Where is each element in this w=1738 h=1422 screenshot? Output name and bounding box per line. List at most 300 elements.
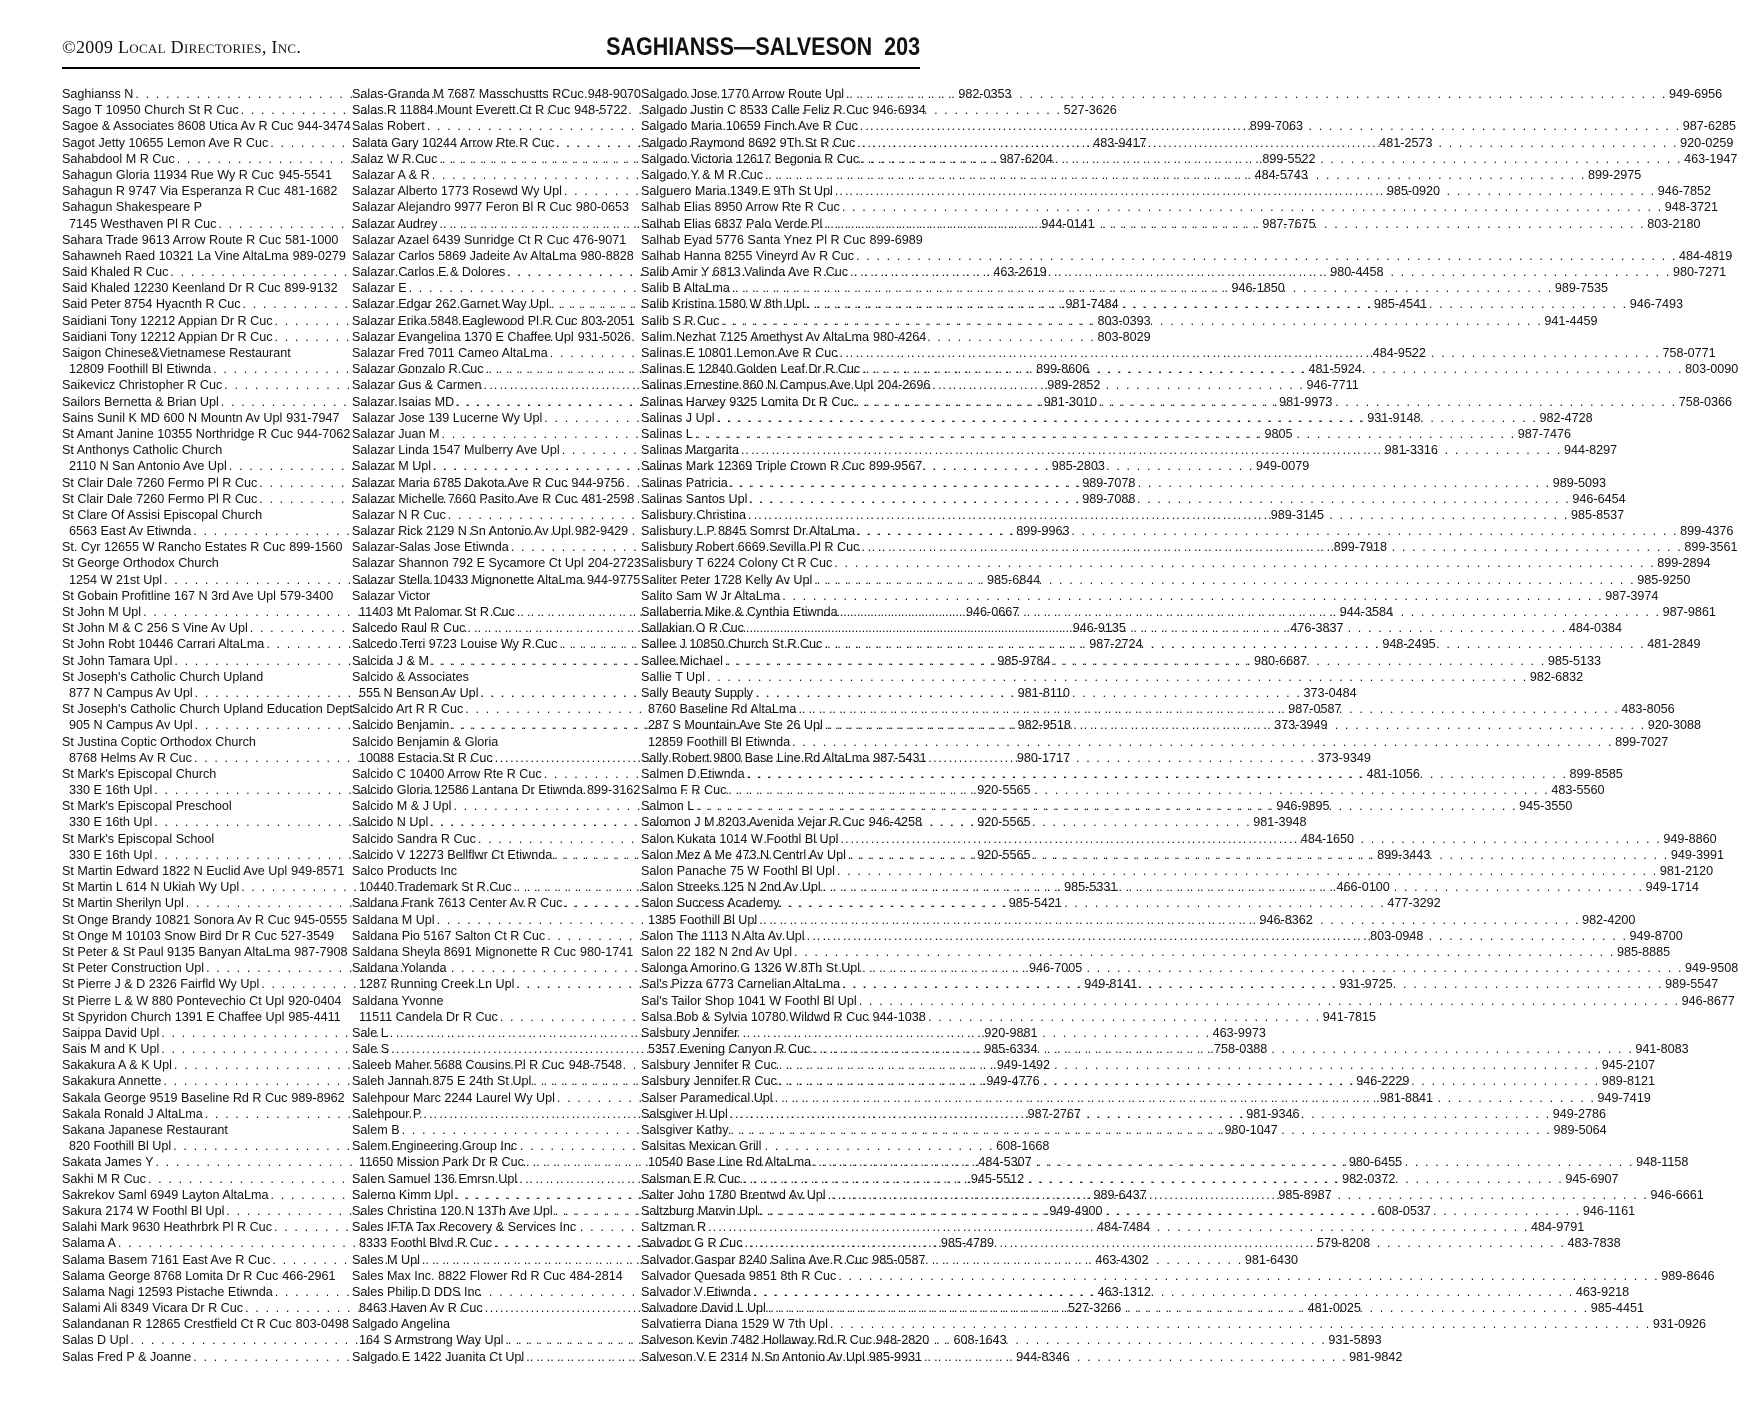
listing-phone: 946-7493 [1629, 297, 1683, 312]
listing-name: Salem Engineering Group Inc [352, 1139, 518, 1154]
dot-leader [812, 1041, 1633, 1057]
listing-name: Sakhi M R Cuc [62, 1171, 146, 1186]
listing-name: Salgado Jose 1770 Arrow Route Upl [641, 87, 845, 101]
listing-name: Sahagun R 9747 Via Esperanza R Cuc [62, 184, 281, 199]
listing-name: Salsbury Jennifer R Cuc [641, 1058, 777, 1073]
listing-name: Sahawneh Raed 10321 La Vine AltaLma [62, 248, 289, 263]
listing-name: Salon Mez A Me 473 N Centrl Av Upl [641, 847, 846, 862]
listing-entry [641, 1252, 926, 1268]
listing-name: Salcido Gloria 12586 Lantana Dr Etiwnda [352, 783, 584, 798]
listing-name: Saldana Frank 7613 Center Av R Cuc [352, 896, 563, 911]
listing-phone: 373-0484 [1303, 685, 1357, 700]
listing-phone: 987-2724 [1089, 637, 1143, 652]
listing-heading [62, 766, 332, 782]
listing-phone: 946-9895 [1276, 799, 1330, 814]
listing-phone: 987-5431 [873, 750, 927, 765]
dot-leader [759, 912, 1580, 928]
listing-name: 2110 N San Antonio Ave Upl [69, 459, 227, 474]
dot-leader [276, 167, 277, 183]
listing-phone: 931-9725 [1339, 977, 1393, 992]
listing-name: Salazar Edgar 262 Garnet Way Upl [352, 297, 549, 312]
listing-phone: 989-8962 [291, 1090, 345, 1105]
listing-heading [352, 863, 622, 879]
listing-name: Salmen D Etiwnda [641, 766, 745, 781]
listing-phone: 989-8121 [1601, 1074, 1655, 1089]
listing-heading [62, 831, 332, 847]
listing-phone: 985-4411 [288, 1009, 341, 1024]
listing-name: Salveson Kevin 7482 Hollaway Rd R Cuc [641, 1333, 873, 1348]
listing-name: St Pierre L & W 880 Pontevechio Ct Upl [62, 993, 285, 1008]
listing-name: St Amant Janine 10355 Northridge R Cuc [62, 426, 294, 441]
listing-entry [641, 329, 927, 345]
listing-heading [62, 798, 332, 814]
listing-phone: 899-3443 [1377, 847, 1431, 862]
dot-leader [775, 1090, 1596, 1106]
listing-name: Saleeb Maher 5688 Cousins Pl R Cuc [352, 1058, 565, 1073]
dot-leader [708, 1219, 1529, 1235]
listing-name: Sahara Trade 9613 Arrow Route R Cuc [62, 232, 282, 247]
dot-leader [824, 636, 1645, 652]
listing-name: Salsa Bob & Sylvia 10780 Wildwd R Cuc [641, 1009, 869, 1024]
listing-phone: 987-3974 [1605, 588, 1659, 603]
listing-phone: 980-1741 [580, 944, 634, 959]
listing-name: 330 E 16th Upl [69, 847, 153, 862]
listing-phone: 476-9071 [573, 232, 627, 247]
listing-phone: 981-8110 [1017, 685, 1070, 700]
listing-entry [641, 863, 1714, 879]
listing-phone: 484-1650 [1300, 831, 1355, 846]
listing-phone: 481-2849 [1647, 637, 1701, 652]
listing-phone: 899-7027 [1615, 734, 1669, 749]
dot-leader [760, 1203, 1581, 1219]
dot-leader [566, 1057, 567, 1073]
listing-name: Sal's Tailor Shop 1041 W Foothl Bl Upl [641, 993, 857, 1008]
listing-phone: 949-1492 [996, 1058, 1051, 1073]
listing-name: Salazar Isaias MD [352, 394, 455, 409]
listing-phone: 985-8885 [1616, 944, 1671, 959]
listing-entry [62, 183, 338, 199]
listing-phone: 527-3626 [1063, 103, 1117, 118]
listing-name: Salerno Kimm Upl [352, 1187, 454, 1202]
listing-name: Salib Kristina 1580 W 8th Upl [641, 297, 805, 312]
listing-name: St Onge Brandy 10821 Sonora Av R Cuc [62, 912, 290, 927]
listing-name: Sally Beauty Supply [641, 685, 754, 700]
listing-phone: 899-2975 [1587, 167, 1642, 182]
listing-phone: 946-9135 [1072, 621, 1126, 636]
dot-leader [840, 604, 1661, 620]
listing-entry [62, 232, 339, 248]
listing-name: Salehpour Marc 2244 Laurel Wy Upl [352, 1090, 555, 1105]
dot-leader [798, 701, 1619, 717]
listing-entry [641, 993, 1735, 1009]
listing-name: 11650 Mission Park Dr R Cuc [359, 1155, 524, 1170]
listing-entry [352, 475, 625, 491]
listing-phone: 980-6687 [1253, 653, 1308, 668]
listing-phone: 899-8606 [1036, 362, 1090, 377]
listing-name: Salazar Michelle 7660 Pasito Ave R Cuc [352, 491, 578, 506]
listing-name: Sales Christina 120 N 13Th Ave Upl [352, 1203, 553, 1218]
listing-name: Sakakura A & K Upl [62, 1058, 172, 1073]
listing-name: Sains Sunil K MD 600 N Mountn Av Upl [62, 410, 283, 425]
listing-name: Salsbury Jennifer [641, 1025, 739, 1040]
listing-name: Salcedo Raul R Cuc [352, 621, 466, 636]
listing-name: 287 S Mountain Ave Ste 26 Upl [648, 718, 823, 733]
listing-phone: 985-6334 [984, 1042, 1038, 1057]
listing-phone: 948-1158 [1636, 1155, 1689, 1170]
listing-phone: 949-6956 [1668, 87, 1723, 101]
listing-phone: 899-3162 [587, 783, 641, 798]
dot-leader [856, 394, 1677, 410]
listing-name: Salcido Benjamin [352, 718, 450, 733]
listing-phone: 949-8141 [1084, 977, 1138, 992]
listing-phone: 982-9429 [574, 524, 629, 539]
dot-leader [830, 1316, 1651, 1332]
listing-name: Saltzburg Marvin Upl [641, 1203, 758, 1218]
listing-phone: 981-9973 [1279, 394, 1333, 409]
listing-phone: 944-8297 [1563, 443, 1618, 458]
listing-phone: 946-0667 [966, 605, 1020, 619]
listing-phone: 989-5064 [1553, 1123, 1607, 1137]
listing-phone: 985-9250 [1637, 572, 1691, 587]
listing-heading [352, 734, 622, 750]
dot-leader [848, 847, 1669, 863]
listing-phone: 945-0555 [294, 912, 348, 927]
listing-entry [352, 491, 635, 507]
listing-name: 11403 Mt Palomar St R Cuc [359, 605, 515, 619]
listing-phone: 989-8646 [1661, 1268, 1715, 1283]
listing-name: Sal's Pizza 6773 Carnelian AltaLma [641, 977, 841, 992]
listing-phone: 946-6934 [872, 103, 926, 118]
listing-name: St Clare Of Assisi Episcopal Church [62, 507, 263, 522]
listing-phone: 948-2495 [1382, 637, 1436, 652]
listing-name: 555 N Benson Av Upl [359, 685, 479, 700]
listing-name: Salazar A & R [352, 167, 430, 182]
listing-name: Salter John 1780 Brentwd Av Upl [641, 1187, 826, 1202]
listing-name: Saikevicz Christopher R Cuc [62, 378, 223, 393]
listing-name: Salas R 11884 Mount Everett Ct R Cuc [352, 103, 571, 118]
listing-name: St Clair Dale 7260 Fermo Pl R Cuc [62, 475, 258, 490]
listing-entry [62, 944, 348, 960]
listing-heading [641, 1138, 921, 1154]
listing-entry [352, 572, 641, 588]
dot-leader [814, 572, 1635, 588]
listing-entry [641, 102, 926, 118]
listing-phone: 803-0393 [1097, 313, 1151, 328]
listing-name: Salazar Juan M [352, 426, 440, 441]
dot-leader [842, 976, 1663, 992]
listing-phone: 985-2803 [1051, 459, 1105, 474]
listing-phone: 985-4451 [1590, 1301, 1645, 1316]
dot-leader [792, 734, 1613, 750]
listing-name: Salcido Benjamin & Gloria [352, 734, 499, 749]
listing-name: St Mark's Episcopal School [62, 831, 215, 846]
listing-name: Salomon J M 8203 Avenida Vejar R Cuc [641, 815, 865, 830]
listing-phone: 985-5331 [1064, 880, 1118, 895]
listing-phone: 948-3721 [1664, 200, 1718, 215]
listing-name: Salon The 1113 N Alta Av Upl [641, 928, 805, 943]
listing-heading [62, 701, 353, 717]
listing-phone: 944-9756 [571, 475, 625, 490]
dot-leader [861, 539, 1682, 555]
listing-phone: 989-7535 [1554, 281, 1609, 296]
listing-heading [62, 555, 332, 571]
listing-name: Salvadore David L Upl [641, 1301, 766, 1316]
listing-phone: 980-0653 [575, 200, 630, 215]
listing-name: Saldana Yvonne [352, 993, 444, 1008]
page-number: 203 [884, 33, 920, 61]
listing-name: Salcido Sandra R Cuc [352, 831, 476, 846]
listing-name: Sallaberria Mike & Cynthia Etiwnda [641, 605, 838, 619]
listing-name: Sahabdool M R Cuc [62, 151, 175, 166]
listing-name: Sagot Jetty 10655 Lemon Ave R Cuc [62, 135, 269, 150]
listing-phone: 987-7476 [1517, 426, 1571, 441]
listing-name: Salazar Linda 1547 Mulberry Ave Upl [352, 443, 560, 458]
listing-phone: 483-8056 [1621, 702, 1675, 717]
listing-phone: 920-3088 [1647, 718, 1701, 733]
listing-phone: 945-2107 [1601, 1058, 1655, 1073]
listing-phone: 484-9791 [1531, 1220, 1585, 1235]
listing-phone: 608-1643 [953, 1333, 1007, 1348]
listing-name: St Onge M 10103 Snow Bird Dr R Cuc [62, 928, 277, 943]
listing-phone: 466-0100 [1336, 880, 1390, 895]
listing-phone: 945-6907 [1565, 1171, 1619, 1186]
listing-phone: 985-4789 [940, 1236, 995, 1251]
listing-phone: 608-0537 [1377, 1203, 1431, 1218]
listing-name: Sakala Ronald J AltaLma [62, 1106, 203, 1121]
listing-name: 7145 Westhaven Pl R Cuc [69, 216, 217, 231]
listing-phone: 987-6204 [999, 151, 1053, 166]
listing-entry [62, 410, 340, 426]
listing-entry [62, 248, 346, 264]
listing-name: Salcedo Terri 9723 Louise Wy R Cuc [352, 637, 558, 652]
listing-name: Said Khaled R Cuc [62, 265, 169, 280]
listing-heading [352, 993, 622, 1009]
dot-leader [862, 361, 1683, 377]
listing-heading [62, 345, 332, 361]
listing-name: Salvador G R Cuc [641, 1236, 743, 1251]
listing-phone: 989-7088 [1082, 491, 1136, 506]
name-range: SAGHIANSS—SALVESON [606, 33, 873, 61]
listing-name: St. Cyr 12655 W Rancho Estates R Cuc [62, 540, 286, 555]
listing-phone: 899-9567 [868, 459, 923, 474]
listing-name: Salinas Ernestine 860 N Campus Ave Upl [641, 378, 874, 393]
listing-phone: 920-0404 [288, 993, 342, 1008]
listing-phone: 484-0384 [1568, 621, 1623, 636]
listing-phone: 803-2180 [1647, 216, 1701, 231]
listing-heading [352, 1138, 622, 1154]
listing-entry [352, 782, 641, 798]
listing-name: Salazar Rick 2129 N Sn Antonio Av Upl [352, 524, 571, 539]
listing-name: Salazar Carlos 5869 Jadeite Av AltaLma [352, 248, 577, 263]
listing-phone: 982-4200 [1582, 912, 1636, 927]
dot-leader [782, 588, 1603, 604]
listing-entry [352, 232, 627, 248]
listing-name: St Mark's Episcopal Church [62, 766, 217, 781]
listing-heading [641, 895, 921, 911]
dot-leader [794, 944, 1615, 960]
listing-phone: 987-0587 [1288, 702, 1342, 717]
listing-phone: 981-3010 [1043, 394, 1097, 409]
listing-entry [352, 1057, 622, 1073]
listing-name: Sales Max Inc. 8822 Flower Rd R Cuc [352, 1268, 566, 1283]
listing-entry [62, 426, 351, 442]
dot-leader [807, 296, 1628, 312]
listing-heading [62, 507, 332, 523]
listing-entry [62, 863, 345, 879]
dot-leader [813, 1154, 1634, 1170]
listing-name: Salcido & Associates [352, 669, 469, 684]
listing-name: Salinas Santos Upl [641, 491, 748, 506]
listing-entry [352, 944, 634, 960]
listing-phone: 899-2894 [1657, 556, 1711, 571]
listing-name: Salinas Margarita [641, 443, 739, 458]
dot-leader [823, 879, 1644, 895]
dot-leader [838, 1268, 1659, 1284]
listing-name: Salaz W R Cuc [352, 151, 438, 166]
listing-phone: 803-8029 [1097, 329, 1151, 344]
listing-phone: 982-0372 [1342, 1171, 1396, 1186]
listing-phone: 481-0025 [1307, 1301, 1361, 1316]
listing-phone: 949-7419 [1597, 1090, 1651, 1105]
listing-phone: 527-3266 [1068, 1301, 1122, 1316]
listing-heading [352, 1316, 622, 1332]
listing-phone: 989-6437 [1093, 1187, 1147, 1202]
listing-phone: 985-8537 [1570, 507, 1625, 522]
listing-phone: 946-7005 [1029, 961, 1083, 976]
listing-name: Salon Panache 75 W Foothl Bl Upl [641, 864, 835, 878]
dot-leader [846, 86, 1667, 102]
listing-phone: 948-2820 [876, 1333, 930, 1348]
listing-heading [352, 588, 622, 604]
listing-entry [352, 523, 629, 539]
listing-name: Sales IFTA Tax Recovery & Services Inc [352, 1220, 577, 1235]
listing-name: Salim Nezhat 7125 Amethyst Av AltaLma [641, 329, 869, 344]
listing-name: Sagoe & Associates 8608 Utica Av R Cuc [62, 119, 294, 134]
listing-phone: 981-9842 [1349, 1349, 1403, 1364]
dot-leader [779, 1073, 1600, 1089]
listing-phone: 931-5026 [577, 329, 631, 344]
listing-phone: 373-3949 [1274, 718, 1328, 733]
listing-entry [62, 280, 338, 296]
listing-phone: 484-5743 [1254, 167, 1308, 182]
listing-phone: 949-9508 [1685, 961, 1738, 976]
dot-leader [753, 1284, 1574, 1300]
listing-name: Sailors Bernetta & Brian Upl [62, 394, 219, 409]
listing-name: St Spyridon Church 1391 E Chaffee Upl [62, 1009, 285, 1024]
listing-phone: 920-5565 [977, 815, 1031, 830]
listing-phone: 920-9881 [984, 1025, 1038, 1040]
listing-name: Salazar Azael 6439 Sunridge Ct R Cuc [352, 232, 570, 247]
dot-leader [747, 766, 1568, 782]
listing-phone: 985-4541 [1373, 297, 1428, 312]
listing-phone: 945-5541 [278, 167, 332, 182]
listing-phone: 981-8841 [1379, 1090, 1434, 1105]
listing-name: Saldana Pio 5167 Salton Ct R Cuc [352, 928, 546, 943]
dot-leader [748, 507, 1569, 523]
listing-name: Saleh Jannah 875 E 24th St Upl [352, 1074, 532, 1089]
listing-name: Salisbury L P 8845 Somrst Dr AltaLma [641, 524, 856, 539]
listing-phone: 981-7484 [1065, 297, 1119, 312]
listing-phone: 982-6832 [1529, 669, 1584, 684]
listing-name: Salhab Elias 6837 Palo Verde Pl [641, 216, 823, 231]
listing-name: Salisbury T 6224 Colony Ct R Cuc [641, 556, 833, 571]
listing-name: Salonga Amorino G 1326 W 8Th St Upl [641, 961, 861, 976]
listing-phone: 483-7838 [1567, 1236, 1621, 1251]
listing-phone: 484-2814 [569, 1268, 623, 1283]
dot-leader [779, 1057, 1600, 1073]
listing-name: Sago T 10950 Church St R Cuc [62, 103, 239, 118]
listing-name: Sakrekov Saml 6949 Layton AltaLma [62, 1187, 269, 1202]
listing-phone: 949-8700 [1629, 928, 1683, 943]
listing-entry [641, 1268, 1715, 1284]
listing-name: St Peter & St Paul 9135 Banyan AltaLma [62, 944, 291, 959]
listing-name: Salguero Maria 1349 E 9Th St Upl [641, 184, 833, 199]
listing-name: Sahagun Shakespeare P [62, 200, 203, 215]
listing-phone: 944-1038 [872, 1009, 926, 1024]
listing-phone: 948-7548 [568, 1058, 622, 1073]
listing-entry [352, 1268, 622, 1284]
listing-entry [352, 329, 631, 345]
dot-leader [731, 1122, 1552, 1138]
listing-name: 8463 Haven Av R Cuc [359, 1301, 483, 1316]
listing-phone: 987-9861 [1662, 605, 1716, 619]
dot-leader [746, 620, 1567, 636]
listing-name: Salcido Art R R Cuc [352, 702, 464, 717]
listing-phone: 946-7711 [1306, 378, 1359, 393]
listing-name: Salazar Audrey [352, 216, 438, 231]
listing-name: Salazar M Upl [352, 459, 432, 474]
listing-phone: 981-2120 [1659, 864, 1714, 878]
listing-name: Salazar Fred 7011 Cameo AltaLma [352, 346, 548, 360]
listing-name: Salsbury Jennifer R Cuc [641, 1074, 777, 1089]
listing-phone: 941-8083 [1635, 1042, 1689, 1057]
listing-phone: 931-0926 [1652, 1317, 1707, 1332]
listing-phone: 946-6454 [1572, 491, 1626, 506]
listing-entry [62, 912, 348, 928]
listing-phone: 463-1312 [1097, 1284, 1151, 1299]
listing-name: Salazar Stella 10433 Mignonette AltaLma [352, 572, 584, 587]
listing-name: Salmo F R Cuc [641, 783, 727, 798]
listing-name: Salama George 8768 Lomita Dr R Cuc [62, 1268, 279, 1283]
listing-entry [62, 1090, 345, 1106]
listing-heading [641, 685, 921, 701]
listing-entry [641, 1316, 1707, 1332]
listing-entry [641, 588, 1659, 604]
listing-phone: 989-5547 [1665, 977, 1719, 992]
listing-name: Saigon Chinese&Vietnamese Restaurant [62, 346, 291, 360]
listing-name: St Martin Edward 1822 N Euclid Ave Upl [62, 864, 288, 878]
listing-phone: 803-0090 [1685, 362, 1738, 377]
listing-name: Salazar Jose 139 Lucerne Wy Upl [352, 410, 543, 425]
dot-leader [730, 1106, 1551, 1122]
listing-phone: 920-0259 [1680, 135, 1734, 150]
listing-name: Salehpour P [352, 1106, 422, 1121]
listing-name: 1254 W 21st Upl [69, 572, 163, 587]
listing-name: 12809 Foothill Bl Etiwnda [69, 362, 212, 377]
listing-name: Salsgiver Kathy [641, 1123, 729, 1137]
listing-phone: 985-0587 [872, 1252, 926, 1267]
listing-name: 11511 Candela Dr R Cuc [359, 1009, 498, 1024]
listing-entry [62, 1268, 336, 1284]
listing-name: Salinas Harvey 9325 Lomita Dr R Cuc [641, 394, 854, 409]
listing-phone: 948-9070 [587, 87, 641, 101]
listing-entry [641, 669, 1584, 685]
listing-name: Salco Products Inc [352, 864, 457, 878]
listing-phone: 946-1850 [1231, 281, 1285, 296]
listing-phone: 483-9417 [1093, 135, 1147, 150]
dot-leader [837, 863, 1658, 879]
listing-entry [641, 232, 921, 248]
